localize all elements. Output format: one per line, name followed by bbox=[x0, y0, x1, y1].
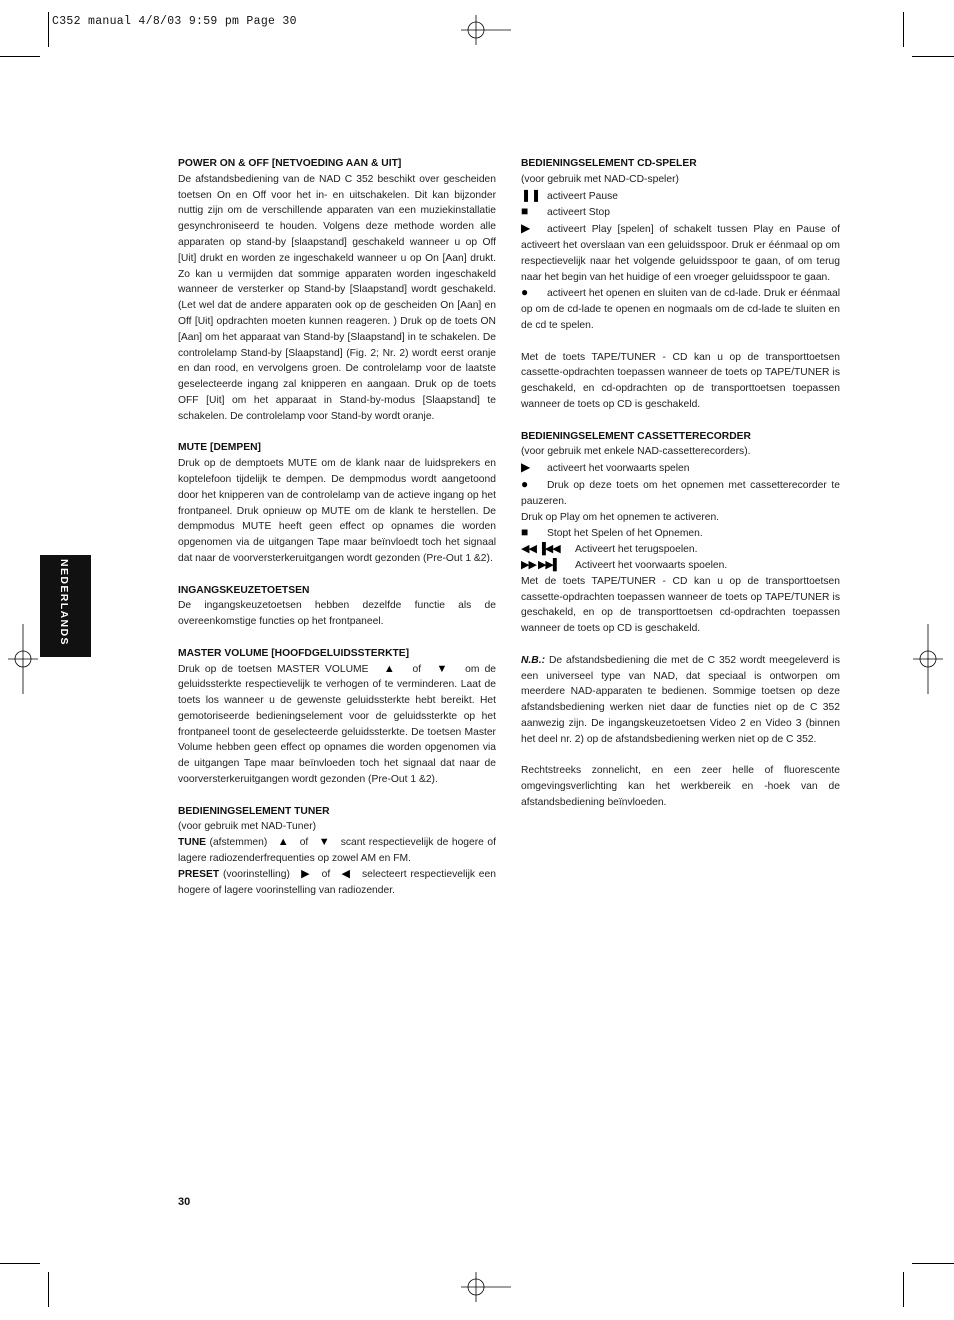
stop-icon: ■ bbox=[521, 204, 529, 219]
section-title-power: POWER ON & OFF [NETVOEDING AAN & UIT] bbox=[178, 158, 402, 169]
play-icon: ▶ bbox=[521, 460, 531, 475]
language-tab-label: NEDERLANDS bbox=[58, 559, 70, 646]
cass-rec-row bbox=[521, 477, 840, 510]
circle-icon: ● bbox=[521, 476, 529, 491]
tuner-sub: (voor gebruik met NAD-Tuner) bbox=[178, 821, 317, 833]
input-text: De ingangskeuzetoetsen hebben dezelfde functie als de overeenkomstige functies op het frontpaneel. bbox=[178, 600, 496, 628]
section-title-tuner: BEDIENINGSELEMENT TUNER bbox=[178, 805, 330, 817]
up-arrow-icon: ▲ bbox=[383, 662, 398, 675]
right-column bbox=[521, 156, 840, 811]
cd-play-text: activeert Play [spelen] of schakelt tussen Play en Pause of activeert het overslaan van een geluidsspoor. Druk er éénmaal op om respectievelijk naar het volgende geluidsspoor te gaan, of om terug naar het begin van het huidige of een vroeger geluidsspoor te gaan. bbox=[521, 224, 840, 283]
volume-of: of bbox=[412, 663, 422, 675]
nb-text: De afstandsbediening die met de C 352 wordt meegeleverd is een universeel type van NAD, dat speciaal is ontworpen om meerdere NAD-apparaten te bedienen. Sommige toetsen op deze afstandsbediening werken niet daar de functies niet op de C 352 aanwezig zijn. De ingangskeuzetoetsen Video 2 en Video 3 (binnen het deel nr. 2) op de afstandsbediening werken niet op de C 352. bbox=[521, 654, 840, 745]
down-arrow-icon: ▼ bbox=[318, 836, 331, 849]
section-title-cassette: BEDIENINGSELEMENT CASSETTERECORDER bbox=[521, 430, 751, 442]
volume-post: om de geluidssterkte respectievelijk te verhogen of te verminderen. Laat de toets los wanneer u de gewenste geluidssterkte hebt bereikt. Het gemotoriseerde bedieningselement voor de geluidssterkte op het frontpaneel toont de geselecteerde geluidssterkte. De toetsen Master Volume hebben geen effect op opnames die worden opgenomen via de uitgangen Tape maar beïnvloeden toch het signaal dat naar de voorversterkeruitgangen wordt gezonden (Pre-Out 1 &2). bbox=[178, 663, 497, 786]
cd-eject-text: activeert het openen en sluiten van de cd-lade. Druk er éénmaal op om de cd-lade te openen en nogmaals om de cd-lade te sluiten en de cd te spelen. bbox=[521, 288, 840, 331]
up-arrow-icon: ▲ bbox=[277, 836, 290, 849]
nb-note bbox=[521, 653, 840, 748]
section-title-mute: MUTE [DEMPEN] bbox=[178, 442, 261, 454]
preset-of: of bbox=[321, 868, 331, 880]
cass-play-row bbox=[521, 460, 840, 477]
tune-paren: (afstemmen) bbox=[209, 837, 268, 849]
right-arrow-icon: ▶ bbox=[301, 867, 311, 880]
crop-mark bbox=[912, 56, 954, 57]
cass-ff-text: Activeert het voorwaarts spoelen. bbox=[575, 559, 728, 571]
cass-text: Met de toets TAPE/TUNER - CD kan u op de transporttoetsen cassette-opdrachten toepassen wanneer de toets op TAPE/TUNER is geschakeld, en op de transporttoetsen cd-opdrachten toepassen wanneer de toets op CD is geschakeld. bbox=[521, 575, 840, 635]
cd-stop-text: activeert Stop bbox=[547, 207, 610, 219]
pause-icon: ❚❚ bbox=[521, 187, 542, 202]
play-icon: ▶ bbox=[521, 221, 531, 236]
registration-mark-icon bbox=[461, 15, 511, 45]
crop-mark bbox=[903, 1272, 904, 1307]
section-title-volume: MASTER VOLUME [HOOFDGELUIDSSTERKTE] bbox=[178, 647, 410, 659]
language-tab bbox=[40, 555, 91, 657]
power-text: De afstandsbediening van de NAD C 352 beschikt over gescheiden toetsen On en Off voor het in- en uitschakelen. Dit kan bijzonder nuttig zijn om de verschillende apparaten van een muziekinstallatie gesynchroniseerd te houden. Volgens deze methode worden alle apparaten op stand-by [slaapstand] geschakeld wanneer u op Off [Uit] drukt en worden ze ingeschakeld wanneer u op On [Aan] drukt. Zo kan u vermijden dat sommige apparaten worden ingeschakeld wanneer de versterker op Stand-by [Slaapstand] wordt geschakeld. (Let wel dat de andere apparaten ook op de gescheiden On [Aan] en Off [Uit] opdrachten moeten kunnen reageren. ) Druk op de toets ON [Aan] om het apparaat van Stand-by [Slaapstand] in te schakelen. De controlelamp Stand-by [Slaapstand] (Fig. 2; Nr. 2) wordt eerst oranje en dan rood, en vervolgens groen. De controlelamp voor de laatste geselecteerde ingang zal knipperen en aangaan. Druk op de toets OFF [Uit] om het apparaat in Stand-by-modus [Slaapstand] te schakelen. De controlelamp voor Stand-by wordt oranje. bbox=[178, 173, 496, 422]
cass-sub: (voor gebruik met enkele NAD-cassetterecorders). bbox=[521, 446, 751, 458]
volume-text bbox=[178, 662, 496, 788]
preset-text bbox=[178, 867, 496, 899]
cass-rec2: Druk op Play om het opnemen te activeren. bbox=[521, 511, 720, 523]
crop-mark bbox=[0, 1263, 40, 1264]
registration-mark-icon bbox=[461, 1272, 511, 1302]
cass-ff-row bbox=[521, 558, 840, 574]
cd-pause-row bbox=[521, 188, 840, 205]
section-title-cd: BEDIENINGSELEMENT CD-SPELER bbox=[521, 158, 697, 169]
crop-mark bbox=[0, 56, 40, 57]
cd-play-row bbox=[521, 221, 840, 285]
left-arrow-icon: ◀ bbox=[341, 867, 351, 880]
crop-mark bbox=[48, 1272, 49, 1307]
nb-label: N.B.: bbox=[521, 654, 546, 666]
circle-icon: ● bbox=[521, 285, 529, 300]
cd-sub: (voor gebruik met NAD-CD-speler) bbox=[521, 173, 679, 185]
tape-cd-text: Met de toets TAPE/TUNER - CD kan u op de transporttoetsen cassette-opdrachten toepassen wanneer de toets op TAPE/TUNER is geschakeld, en cd-opdrachten op de transporttoetsen toepassen wanneer de toets op CD is geschakeld. bbox=[521, 351, 840, 410]
cass-play-text: activeert het voorwaarts spelen bbox=[547, 463, 690, 475]
left-column bbox=[178, 156, 496, 898]
page-number: 30 bbox=[178, 1196, 191, 1208]
cass-rew-row bbox=[521, 542, 840, 558]
cass-rew-text: Activeert het terugspoelen. bbox=[575, 544, 698, 556]
preset-paren: (voorinstelling) bbox=[222, 868, 290, 880]
registration-mark-icon bbox=[913, 624, 943, 694]
preset-label: PRESET bbox=[178, 868, 220, 880]
cass-stop-text: Stopt het Spelen of het Opnemen. bbox=[547, 528, 703, 540]
down-arrow-icon: ▼ bbox=[436, 662, 450, 675]
stop-icon: ■ bbox=[521, 525, 529, 540]
crop-mark bbox=[48, 12, 49, 47]
tune-desc: scant respectievelijk de hogere of lagere radiozenderfrequenties op zowel AM en FM. bbox=[178, 837, 496, 865]
crop-mark bbox=[903, 12, 904, 47]
sunlight-note: Rechtstreeks zonnelicht, en een zeer helle of fluorescente omgevingsverlichting kan het werkbereik en -hoek van de afstandsbediening beïnvloeden. bbox=[521, 765, 840, 808]
fast-forward-icon: ▶▶ ▶▶▌ bbox=[521, 558, 560, 571]
tune-label: TUNE bbox=[178, 837, 207, 849]
print-slug: C352 manual 4/8/03 9:59 pm Page 30 bbox=[52, 15, 297, 28]
cd-pause-text: activeert Pause bbox=[547, 190, 618, 202]
preset-desc: selecteert respectievelijk een hogere of lagere voorinstelling van radiozender. bbox=[178, 868, 496, 896]
cass-stop-row bbox=[521, 525, 840, 542]
registration-mark-icon bbox=[8, 624, 38, 694]
volume-pre: Druk op de toetsen MASTER VOLUME bbox=[178, 663, 369, 675]
tune-text bbox=[178, 835, 496, 867]
tune-of: of bbox=[299, 837, 309, 849]
rewind-icon: ◀◀ ▐◀◀ bbox=[521, 543, 560, 556]
cd-stop-row bbox=[521, 204, 840, 221]
crop-mark bbox=[912, 1263, 954, 1264]
mute-text: Druk op de demptoets MUTE om de klank naar de luidsprekers en koptelefoon tijdelijk te dempen. De dempmodus wordt aangetoond door het knipperen van de controlelamp van de actieve ingang op het frontpaneel. Druk opnieuw op MUTE om de klank te herstellen. De dempmodus MUTE heeft geen effect op opnames die worden opgenomen via de uitgangen Tape maar beïnvloedt toch het signaal dat naar de voorversterkeruitgangen wordt gezonden (Pre-Out 1 &2). bbox=[178, 458, 496, 564]
cass-rec-text: Druk op deze toets om het opnemen met cassetterecorder te pauzeren. bbox=[521, 479, 840, 507]
cd-eject-row bbox=[521, 285, 840, 333]
section-title-input: INGANGSKEUZETOETSEN bbox=[178, 584, 310, 596]
